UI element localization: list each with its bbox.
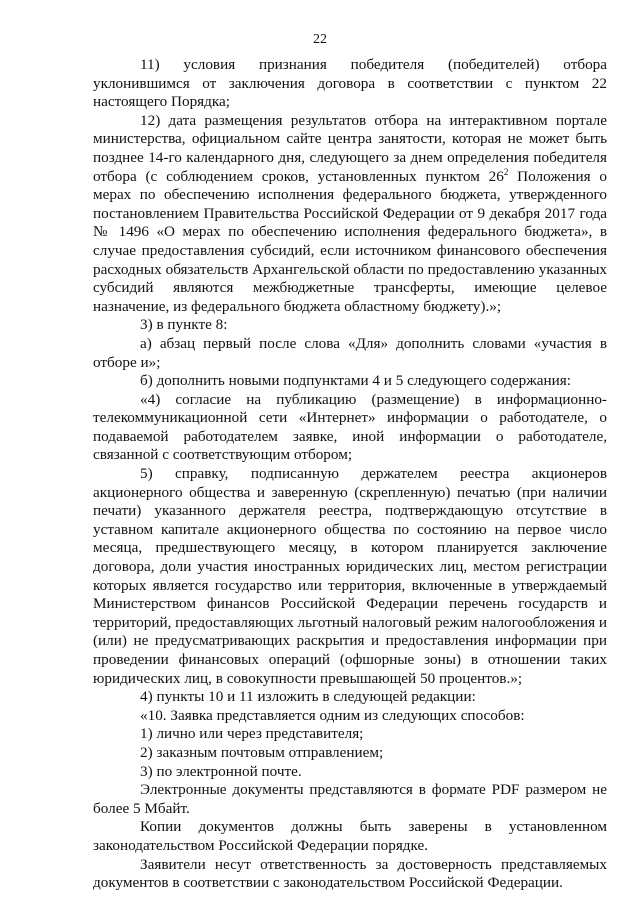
paragraph-item-5-certificate: 5) справку, подписанную держателем реестра акционеров акционерного общества и заверенную (скрепленную) печатью (при наличии печати) указанного держателя реестра, подтверждающую отсутствие в уставном капитале акционерного общества по состоянию на первое число месяца, предшествующего месяцу, в котором планируется заключение договора, доли участия иностранных юридических лиц, местом регистрации которых является государство или территория, включенные в утверждаемый Министерством финансов Российской Федерации перечень государств и территорий, предоставляющих льготный налоговый режим налогообложения и (или) не предусматривающих раскрытия и предоставления информации при проведении финансовых операций (офшорные зоны) в отношении таких юридических лиц, в совокупности превышающей 50 процентов.»; <box>93 465 608 687</box>
paragraph-points-10-11: 4) пункты 10 и 11 изложить в следующей редакции: <box>140 688 476 706</box>
paragraph-subpoint-b: б) дополнить новыми подпунктами 4 и 5 следующего содержания: <box>140 372 571 390</box>
paragraph-subpoint-a: а) абзац первый после слова «Для» дополнить словами «участия в отборе и»; <box>93 334 607 371</box>
paragraph-item-12 <box>93 112 607 317</box>
paragraph-text-tail: Положения о мерах по обеспечению исполнения федерального бюджета, утвержденного постановлением Правительства Российской Федерации от 9 декабря 2017 года № 1496 «О мерах по обеспечению исполнения федерального бюджета», в случае предоставления субсидий, если источником финансового обеспечения расходных обязательств Архангельской области по предоставлению указанных субсидий являются межбюджетные трансферты, имеющие целевое назначение, из федерального бюджета областному бюджету).»; <box>93 167 607 315</box>
superscript: 2 <box>503 166 509 177</box>
paragraph-method-3: 3) по электронной почте. <box>140 762 302 780</box>
paragraph-copies: Копии документов должны быть заверены в установленном законодательством Российской Федерации порядке. <box>93 818 607 854</box>
paragraph-electronic-docs: Электронные документы представляются в формате PDF размером не более 5 Мбайт. <box>93 781 607 817</box>
paragraph-item-11: 11) условия признания победителя (победителей) отбора уклонившимся от заключения договора в соответствии с пунктом 22 настоящего Порядка; <box>93 56 607 111</box>
paragraph-text: 12) дата размещения результатов отбора на интерактивном портале министерства, официальном сайте центра занятости, которая не может быть позднее 14-го календарного дня, следующего за днем определения победителя отбора (с соблюдением сроков, установленных пунктом 26 <box>93 111 607 185</box>
page-number: 22 <box>313 32 327 47</box>
paragraph-method-1: 1) лично или через представителя; <box>140 725 364 743</box>
paragraph-method-2: 2) заказным почтовым отправлением; <box>140 743 384 761</box>
paragraph-item-4-consent: «4) согласие на публикацию (размещение) в информационно-телекоммуникационной сети «Интернет» информации о работодателе, о подаваемой работодателем заявке, иной информации о работодателе, связанной с соответствующим отбором; <box>93 390 607 464</box>
document-body <box>93 56 607 893</box>
paragraph-point-8: 3) в пункте 8: <box>140 316 228 334</box>
paragraph-item-10: «10. Заявка представляется одним из следующих способов: <box>140 706 525 724</box>
paragraph-responsibility: Заявители несут ответственность за достоверность представляемых документов в соответствии с законодательством Российской Федерации. <box>93 855 607 892</box>
